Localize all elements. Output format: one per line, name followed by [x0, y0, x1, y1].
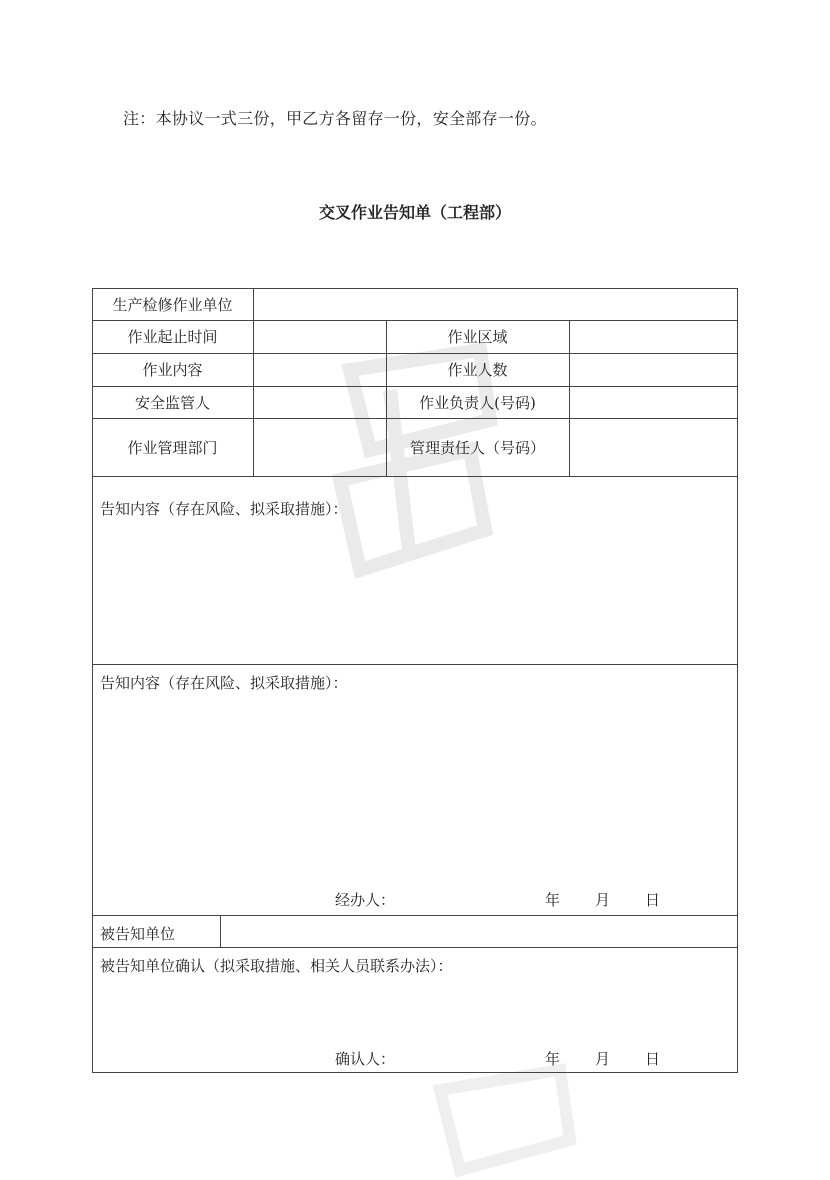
- notice-form: [92, 288, 738, 1073]
- handler-month: 月: [595, 891, 611, 909]
- unit-label: 生产检修作业单位: [112, 295, 233, 314]
- time-field[interactable]: [254, 321, 386, 353]
- area-label: 作业区域: [447, 328, 508, 346]
- people-label: 作业人数: [447, 361, 508, 379]
- dept-label: 作业管理部门: [127, 438, 218, 457]
- confirmer-field[interactable]: [402, 1044, 532, 1068]
- confirm-text-label: 被告知单位确认（拟采取措施、相关人员联系办法）：: [100, 957, 453, 975]
- area-field[interactable]: [570, 321, 737, 353]
- leader-label: 作业负责人(号码): [419, 393, 536, 412]
- people-field[interactable]: [570, 354, 737, 386]
- notice2-label: 告知内容（存在风险、拟采取措施）：: [100, 674, 348, 692]
- time-label: 作业起止时间: [127, 328, 218, 346]
- notice1-label: 告知内容（存在风险、拟采取措施）：: [100, 500, 348, 518]
- manager-label: 管理责任人（号码）: [409, 438, 545, 457]
- handler-day: 日: [645, 891, 661, 909]
- handler-label: 经办人：: [335, 891, 396, 909]
- notice2-field[interactable]: [93, 698, 737, 878]
- confirm-day: 日: [645, 1050, 661, 1068]
- confirm-field[interactable]: [93, 980, 737, 1040]
- notice1-field[interactable]: [93, 523, 737, 663]
- handler-field[interactable]: [402, 886, 532, 910]
- note-text: 注：本协议一式三份，甲乙方各留存一份，安全部存一份。: [123, 109, 547, 128]
- supervisor-label: 安全监管人: [134, 393, 210, 412]
- handler-year: 年: [545, 891, 561, 909]
- form-title: 交叉作业告知单（工程部）: [318, 203, 511, 222]
- notified-unit-field[interactable]: [221, 916, 737, 947]
- leader-field[interactable]: [570, 387, 737, 418]
- supervisor-field[interactable]: [254, 387, 386, 418]
- watermark-icon: [420, 1060, 580, 1180]
- confirm-month: 月: [595, 1050, 611, 1068]
- confirmer-label: 确认人：: [335, 1050, 396, 1068]
- dept-field[interactable]: [254, 419, 386, 476]
- unit-field[interactable]: [254, 289, 737, 320]
- content-label: 作业内容: [142, 361, 203, 379]
- content-field[interactable]: [254, 354, 386, 386]
- notified-unit-label: 被告知单位: [100, 925, 176, 943]
- confirm-year: 年: [545, 1050, 561, 1068]
- manager-field[interactable]: [570, 419, 737, 476]
